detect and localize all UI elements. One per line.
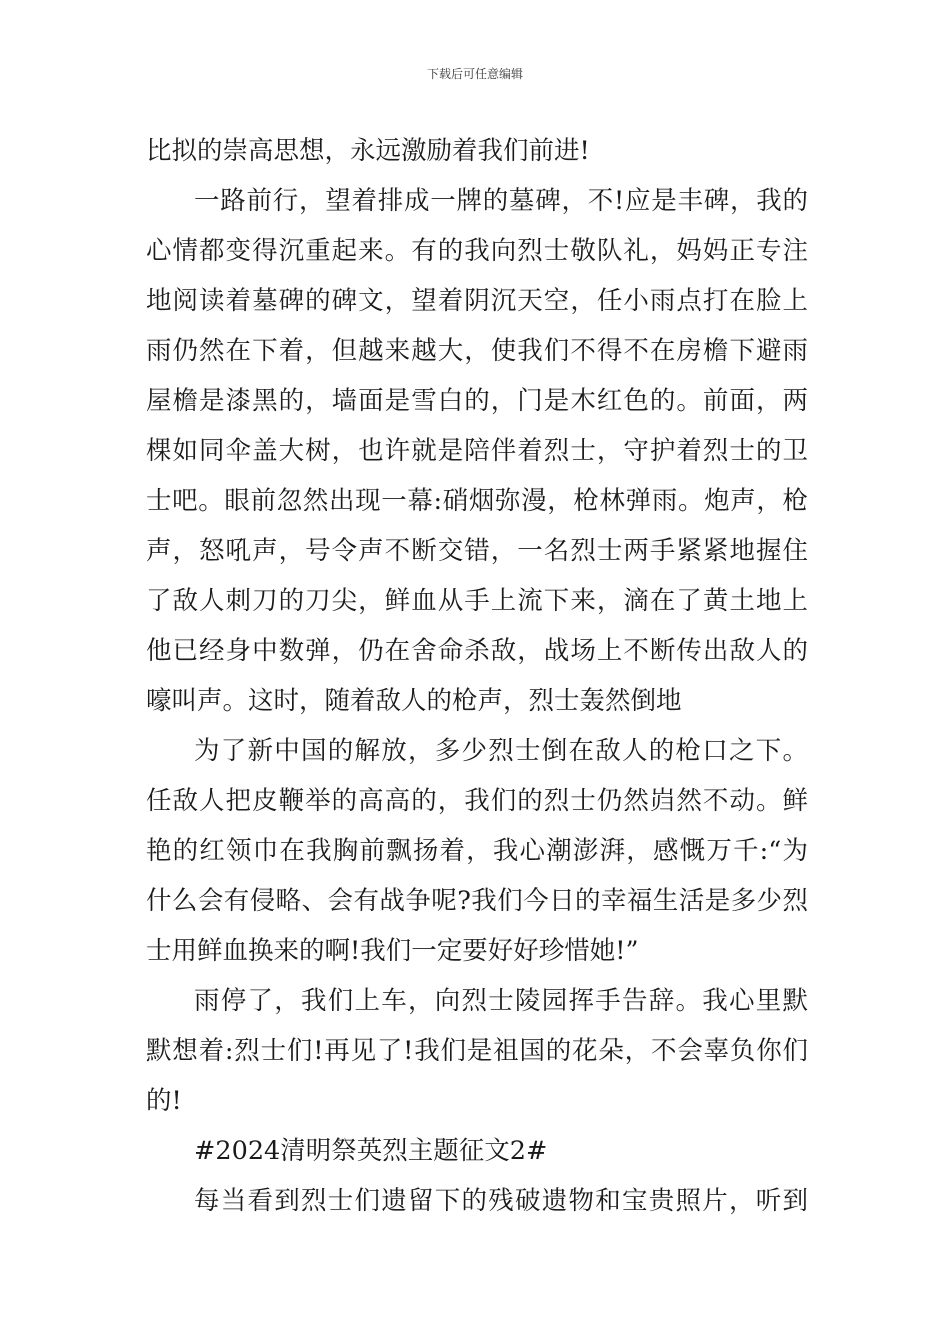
text-line: 什么会有侵略、会有战争呢?我们今日的幸福生活是多少烈 <box>146 886 808 916</box>
text-line: 棵如同伞盖大树，也许就是陪伴着烈士，守护着烈士的卫 <box>146 436 808 466</box>
document-body <box>146 126 808 1226</box>
page-header: 下载后可任意编辑 <box>426 67 523 81</box>
text-line: 士吧。眼前忽然出现一幕:硝烟弥漫，枪林弹雨。炮声，枪 <box>146 486 808 516</box>
text-line: 声，怒吼声，号令声不断交错，一名烈士两手紧紧地握住 <box>146 536 808 566</box>
text-line: 地阅读着墓碑的碑文，望着阴沉天空，任小雨点打在脸上 <box>146 286 808 316</box>
text-line: #2024清明祭英烈主题征文2# <box>194 1136 548 1166</box>
text-line: 雨仍然在下着，但越来越大，使我们不得不在房檐下避雨 <box>146 336 808 366</box>
text-line: 屋檐是漆黑的，墙面是雪白的，门是木红色的。前面，两 <box>146 386 808 416</box>
text-line: 他已经身中数弹，仍在舍命杀敌，战场上不断传出敌人的 <box>146 636 808 666</box>
text-line: 为了新中国的解放，多少烈士倒在敌人的枪口之下。 <box>194 736 808 766</box>
text-line: 一路前行，望着排成一牌的墓碑，不!应是丰碑，我的 <box>194 186 808 216</box>
text-line: 默想着:烈士们!再见了!我们是祖国的花朵，不会辜负你们 <box>146 1036 808 1066</box>
text-line: 了敌人刺刀的刀尖，鲜血从手上流下来，滴在了黄土地上 <box>146 586 808 616</box>
text-line: 士用鲜血换来的啊!我们一定要好好珍惜她!” <box>146 936 639 966</box>
text-line: 嚎叫声。这时，随着敌人的枪声，烈士轰然倒地 <box>146 686 682 716</box>
text-line: 雨停了，我们上车，向烈士陵园挥手告辞。我心里默 <box>194 986 808 1016</box>
text-line: 比拟的崇高思想，永远激励着我们前进! <box>146 136 590 166</box>
text-line: 每当看到烈士们遗留下的残破遗物和宝贵照片，听到 <box>194 1186 808 1216</box>
text-line: 艳的红领巾在我胸前飘扬着，我心潮澎湃，感慨万千:“为 <box>146 836 808 866</box>
text-line: 任敌人把皮鞭举的高高的，我们的烈士仍然岿然不动。鲜 <box>146 786 808 816</box>
text-line: 心情都变得沉重起来。有的我向烈士敬队礼，妈妈正专注 <box>146 236 808 266</box>
text-line: 的! <box>146 1086 182 1116</box>
